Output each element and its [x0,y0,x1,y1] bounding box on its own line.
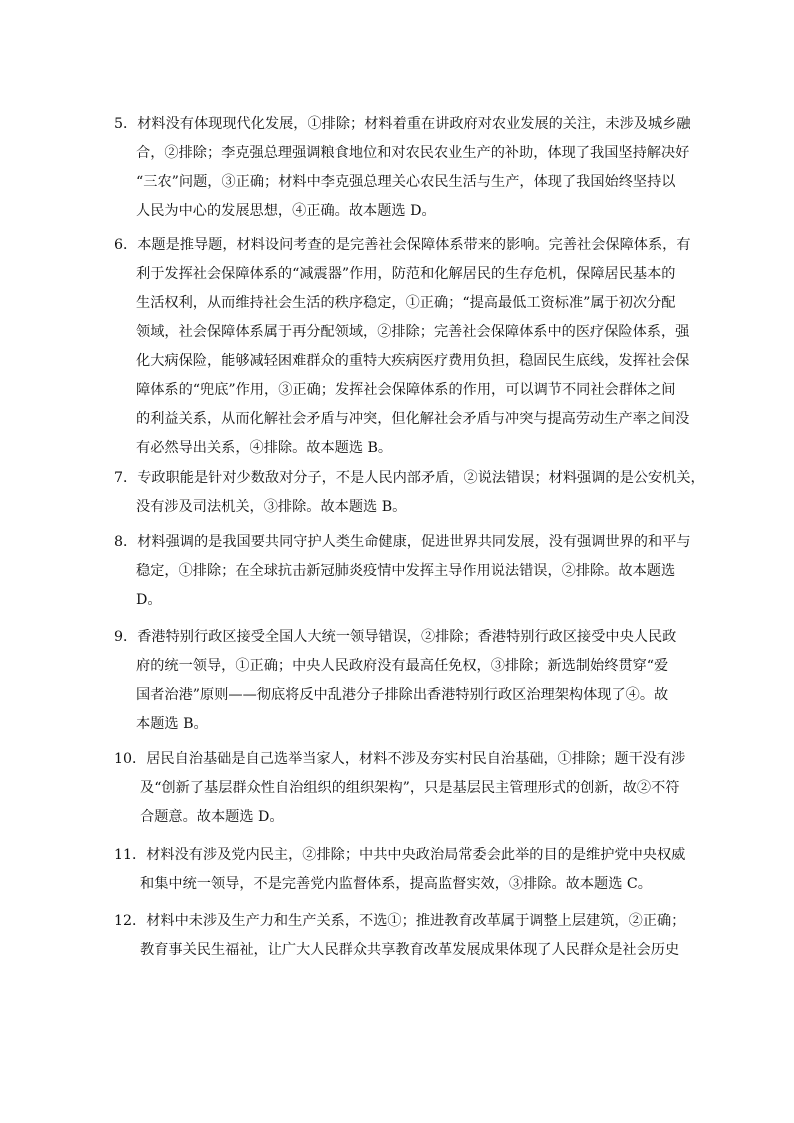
answer-line: 的利益关系，从而化解社会矛盾与冲突，但化解社会矛盾与冲突与提高劳动生产率之间没 [136,411,690,427]
answer-item-11 [114,841,684,899]
answer-item-8 [114,528,691,615]
answer-item-5 [114,110,691,226]
answer-line: 7．专政职能是针对少数敌对分子，不是人民内部矛盾，②说法错误；材料强调的是公安机关， [114,470,705,486]
answer-line: 领域，社会保障体系属于再分配领域，②排除；完善社会保障体系中的医疗保险体系，强 [136,324,690,340]
answer-item-10 [114,745,684,832]
answer-line: 本题选 B。 [136,716,208,732]
answer-line: 9．香港特别行政区接受全国人大统一领导错误，②排除；香港特别行政区接受中央人民政 [114,629,677,645]
answer-item-9 [114,623,684,739]
answer-line: 5．材料没有体现现代化发展，①排除；材料着重在讲政府对农业发展的关注，未涉及城乡融 [114,116,691,132]
answer-line: 及“创新了基层群众性自治组织的组织架构”，只是基层民主管理形式的创新，故②不符 [140,780,680,796]
answer-line: 8．材料强调的是我国要共同守护人类生命健康，促进世界共同发展，没有强调世界的和平与 [114,534,691,550]
answer-item-7 [114,464,705,522]
answer-line: 利于发挥社会保障体系的“减震器”作用，防范和化解居民的生存危机，保障居民基本的 [136,266,676,282]
answer-line: 人民为中心的发展思想，④正确。故本题选 D。 [136,203,436,219]
answer-line: 化大病保险，能够减轻困难群众的重特大疾病医疗费用负担，稳固民生底线，发挥社会保 [136,353,690,369]
answer-line: 有必然导出关系，④排除。故本题选 B。 [136,440,393,456]
answer-item-12 [114,907,684,965]
answer-line: 11．材料没有涉及党内民主，②排除；中共中央政治局常委会此举的目的是维护党中央权威 [114,847,686,863]
answer-line: 障体系的“兜底”作用，③正确；发挥社会保障体系的作用，可以调节不同社会群体之间 [136,382,676,398]
answer-line: 府的统一领导，①正确；中央人民政府没有最高任免权，③排除；新选制始终贯穿“爱 [136,658,669,674]
answer-item-6 [114,231,691,463]
answer-line: “三农”问题，③正确；材料中李克强总理关心农民生活与生产，体现了我国始终坚持以 [136,174,676,190]
answer-line: 12．材料中未涉及生产力和生产关系，不选①；推进教育改革属于调整上层建筑，②正确； [114,913,686,929]
answer-line: 合，②排除；李克强总理强调粮食地位和对农民农业生产的补助，体现了我国坚持解决好 [136,145,690,161]
answer-line: 国者治港”原则——彻底将反中乱港分子排除出香港特别行政区治理架构体现了④。故 [136,687,669,703]
answer-line: 10．居民自治基础是自己选举当家人，材料不涉及夯实村民自治基础，①排除；题干没有涉 [114,751,686,767]
answer-line: 稳定，①排除；在全球抗击新冠肺炎疫情中发挥主导作用说法错误，②排除。故本题选 [136,563,676,579]
answer-line: 6．本题是推导题，材料设问考查的是完善社会保障体系带来的影响。完善社会保障体系，有 [114,237,691,253]
answer-line: D。 [136,592,162,608]
answer-line: 合题意。故本题选 D。 [140,809,284,825]
answer-line: 生活权利，从而维持社会生活的秩序稳定，①正确；“提高最低工资标准”属于初次分配 [136,295,676,311]
answer-line: 教育事关民生福祉，让广大人民群众共享教育改革发展成果体现了人民群众是社会历史 [140,942,680,958]
answer-line: 和集中统一领导，不是完善党内监督体系，提高监督实效，③排除。故本题选 C。 [140,876,652,892]
answer-line: 没有涉及司法机关，③排除。故本题选 B。 [136,499,407,515]
